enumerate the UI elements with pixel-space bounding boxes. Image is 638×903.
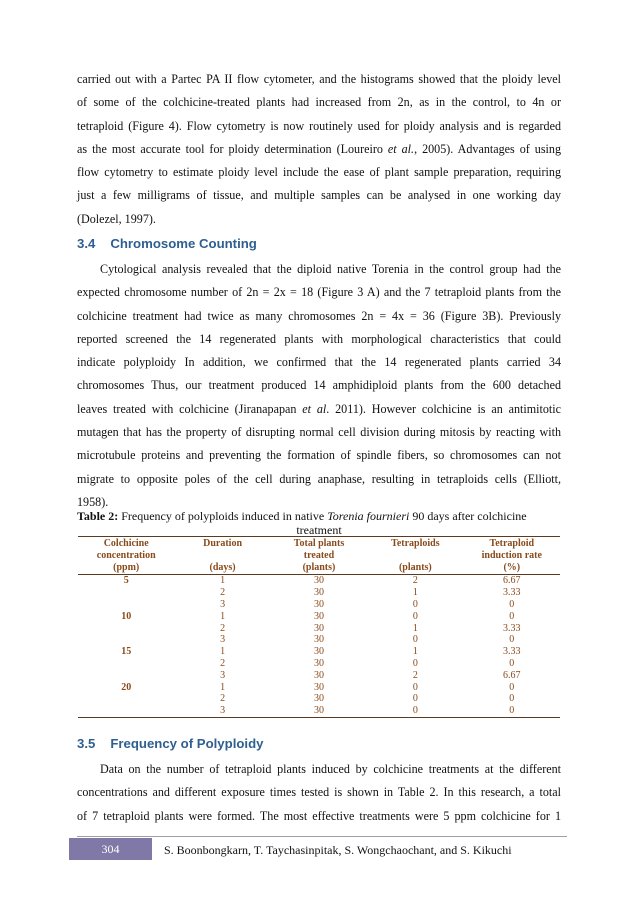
section-heading-frequency-of-polyploidy <box>77 736 263 751</box>
intro-line: just a few milligrams of tissue, and multiple samples can be analysed in one working day <box>77 188 561 203</box>
cell-tetraploids: 2 <box>412 575 418 587</box>
cell-total-plants: 30 <box>313 646 324 658</box>
cell-tetraploids: 0 <box>412 610 418 622</box>
cell-tetraploids: 1 <box>412 622 418 634</box>
cell-tetraploids: 1 <box>412 646 418 658</box>
cell-total-plants: 30 <box>313 657 324 669</box>
cell-duration: 1 <box>220 610 226 622</box>
cell-induction-rate: 0 <box>509 693 515 705</box>
chromo-line: indicate polyploidy In addition, we confirmed that the 14 regenerated plants carried 34 <box>77 355 561 370</box>
chromo-line: reported screened the 14 regenerated plants with morphological characteristics that could <box>77 331 561 346</box>
cell-tetraploids: 0 <box>412 657 418 669</box>
italic-citation: et al <box>302 401 327 416</box>
cell-tetraploids: 1 <box>412 587 418 599</box>
section-number: 3.5 <box>77 736 96 751</box>
caption-line <box>77 509 561 523</box>
cell-concentration: 20 <box>121 681 132 693</box>
cell-duration: 3 <box>220 598 226 610</box>
section-title: Chromosome Counting <box>110 236 257 251</box>
chromo-line: 1958). <box>77 494 109 509</box>
cell-duration: 1 <box>220 646 226 658</box>
chromosome-paragraph <box>77 258 561 514</box>
header-duration: (days) <box>174 562 270 575</box>
cell-induction-rate: 3.33 <box>503 622 521 634</box>
intro-line: of some of the colchicine-treated plants had increased from 2n, as in the control, to 4n or <box>77 95 561 110</box>
table-row <box>78 623 560 635</box>
cell-induction-rate: 0 <box>464 705 560 717</box>
cell-tetraploids: 0 <box>412 634 418 646</box>
table-row <box>78 682 560 694</box>
cell-duration: 2 <box>220 622 226 634</box>
cell-tetraploids: 0 <box>412 598 418 610</box>
header-tetraploids: (plants) <box>367 562 463 575</box>
header-total-plants: Total plants <box>271 537 367 550</box>
text-run: 90 days after colchicine <box>409 509 527 523</box>
header-concentration: (ppm) <box>78 562 174 575</box>
header-induction-rate: Tetraploid <box>464 537 560 550</box>
section-title: Frequency of Polyploidy <box>110 736 264 751</box>
cell-tetraploids: 0 <box>412 681 418 693</box>
header-tetraploids <box>367 550 463 562</box>
header-induction-rate: induction rate <box>481 549 542 561</box>
chromo-line: expected chromosome number of 2n = 2x = 18 (Figure 3 A) and the 7 tetraploid plants from the <box>77 285 561 300</box>
cell-induction-rate: 0 <box>509 657 515 669</box>
cell-total-plants: 30 <box>271 705 367 717</box>
cell-concentration <box>78 587 174 599</box>
header-duration <box>174 550 270 562</box>
table-header-row <box>78 562 560 575</box>
table-row <box>78 646 560 658</box>
chromo-line: migrate to opposite poles of the cell during anaphase, resulting in tetraploids cells (Elliott, <box>77 471 561 486</box>
footer-authors: S. Boonbongkarn, T. Taychasinpitak, S. Wongchaochant, and S. Kikuchi <box>164 843 512 857</box>
intro-line: carried out with a Partec PA II flow cytometer, and the histograms showed that the ploidy level <box>77 72 561 86</box>
cell-total-plants: 30 <box>313 575 324 587</box>
cell-concentration <box>78 693 174 705</box>
footer-divider <box>77 836 567 837</box>
text-run: Frequency of polyploids induced in native <box>118 509 328 523</box>
text-run: , 2005). Advantages of using <box>414 141 561 156</box>
cell-duration: 3 <box>174 705 270 717</box>
cell-total-plants: 30 <box>313 622 324 634</box>
chromo-line: Cytological analysis revealed that the diploid native Torenia in the control group had the <box>100 262 561 276</box>
cell-tetraploids: 0 <box>367 705 463 717</box>
table-row <box>78 693 560 705</box>
intro-paragraph <box>77 68 561 231</box>
cell-total-plants: 30 <box>313 681 324 693</box>
cell-concentration <box>78 658 174 670</box>
cell-duration: 1 <box>220 575 226 587</box>
cell-induction-rate: 3.33 <box>503 587 521 599</box>
table-row <box>78 611 560 623</box>
caption-line: treatment <box>296 523 342 537</box>
table-header-row <box>78 550 560 562</box>
cell-concentration: 10 <box>121 610 132 622</box>
header-tetraploids: Tetraploids <box>367 537 463 550</box>
cell-concentration: 15 <box>121 646 132 658</box>
table-row <box>78 658 560 670</box>
text-run: . 2011). However colchicine is an antimitotic <box>326 401 561 416</box>
table-row <box>78 599 560 611</box>
intro-line <box>77 138 561 161</box>
cell-induction-rate: 6.67 <box>503 669 521 681</box>
header-total-plants: treated <box>303 549 335 561</box>
text-run: leaves treated with colchicine (Jiranapapan <box>77 401 303 416</box>
caption-label: Table 2: <box>77 509 119 523</box>
cell-total-plants: 30 <box>313 598 324 610</box>
table-row <box>78 705 560 717</box>
freq-line: Data on the number of tetraploid plants induced by colchicine treatments at the different <box>100 762 561 776</box>
cell-total-plants: 30 <box>313 693 324 705</box>
chromo-line <box>77 398 561 421</box>
cell-total-plants: 30 <box>313 669 324 681</box>
chromo-line: mutagen that has the property of disrupting normal cell division during mitosis by reacting with <box>77 425 561 440</box>
cell-induction-rate: 0 <box>509 681 515 693</box>
cell-duration: 2 <box>220 693 226 705</box>
freq-line: concentrations and different exposure times tested is shown in Table 2. In this research, a total <box>77 785 561 800</box>
intro-line: tetraploid (Figure 4). Flow cytometry is now routinely used for ploidy analysis and is regarded <box>77 118 561 133</box>
header-induction-rate: (%) <box>464 562 560 575</box>
cell-induction-rate: 6.67 <box>503 575 521 587</box>
cell-concentration <box>78 599 174 611</box>
table-row <box>78 575 560 587</box>
frequency-paragraph <box>77 758 561 828</box>
cell-induction-rate: 0 <box>509 598 515 610</box>
cell-duration: 3 <box>220 634 226 646</box>
page-number-box <box>69 838 152 860</box>
header-total-plants: (plants) <box>271 562 367 575</box>
cell-total-plants: 30 <box>313 587 324 599</box>
header-concentration: concentration <box>96 549 156 561</box>
header-concentration: Colchicine <box>78 537 174 550</box>
cell-concentration: 5 <box>123 575 129 587</box>
cell-induction-rate: 0 <box>509 634 515 646</box>
cell-concentration <box>78 623 174 635</box>
cell-tetraploids: 0 <box>412 693 418 705</box>
header-duration: Duration <box>174 537 270 550</box>
cell-induction-rate: 0 <box>509 610 515 622</box>
table-row <box>78 587 560 599</box>
section-heading-chromosome-counting <box>77 236 257 251</box>
italic-citation: et al. <box>387 141 415 156</box>
chromo-line: colchicine treatment had twice as many chromosomes 2n = 4x = 36 (Figure 3B). Previously <box>77 308 561 323</box>
text-run: as the most accurate tool for ploidy determination (Loureiro <box>77 141 388 156</box>
table-caption <box>77 509 561 537</box>
freq-line: of 7 tetraploid plants were formed. The most effective treatments were 5 ppm colchicine for 1 <box>77 808 561 823</box>
cell-duration: 2 <box>220 657 226 669</box>
cell-tetraploids: 2 <box>412 669 418 681</box>
cell-concentration <box>78 670 174 682</box>
table-row <box>78 634 560 646</box>
chromo-line: chromosomes Thus, our treatment produced 14 amphidiploid plants from the 600 detached <box>77 378 561 393</box>
cell-duration: 3 <box>220 669 226 681</box>
cell-concentration <box>78 634 174 646</box>
section-number: 3.4 <box>77 236 96 251</box>
italic-species: Torenia fournieri <box>327 509 410 523</box>
polyploid-frequency-table <box>78 536 560 718</box>
cell-duration: 1 <box>220 681 226 693</box>
table-body <box>78 575 560 718</box>
cell-concentration <box>78 705 174 717</box>
table-header-row <box>78 537 560 550</box>
cell-total-plants: 30 <box>313 634 324 646</box>
intro-line: (Dolezel, 1997). <box>77 211 156 226</box>
cell-induction-rate: 3.33 <box>503 646 521 658</box>
intro-line: flow cytometry to estimate ploidy level include the ease of plant sample preparation, requiring <box>77 165 561 180</box>
table-row <box>78 670 560 682</box>
page-number: 304 <box>101 842 120 856</box>
chromo-line: microtubule proteins and preventing the formation of spindle fibers, so chromosomes can not <box>77 448 561 463</box>
cell-duration: 2 <box>220 587 226 599</box>
cell-total-plants: 30 <box>313 610 324 622</box>
